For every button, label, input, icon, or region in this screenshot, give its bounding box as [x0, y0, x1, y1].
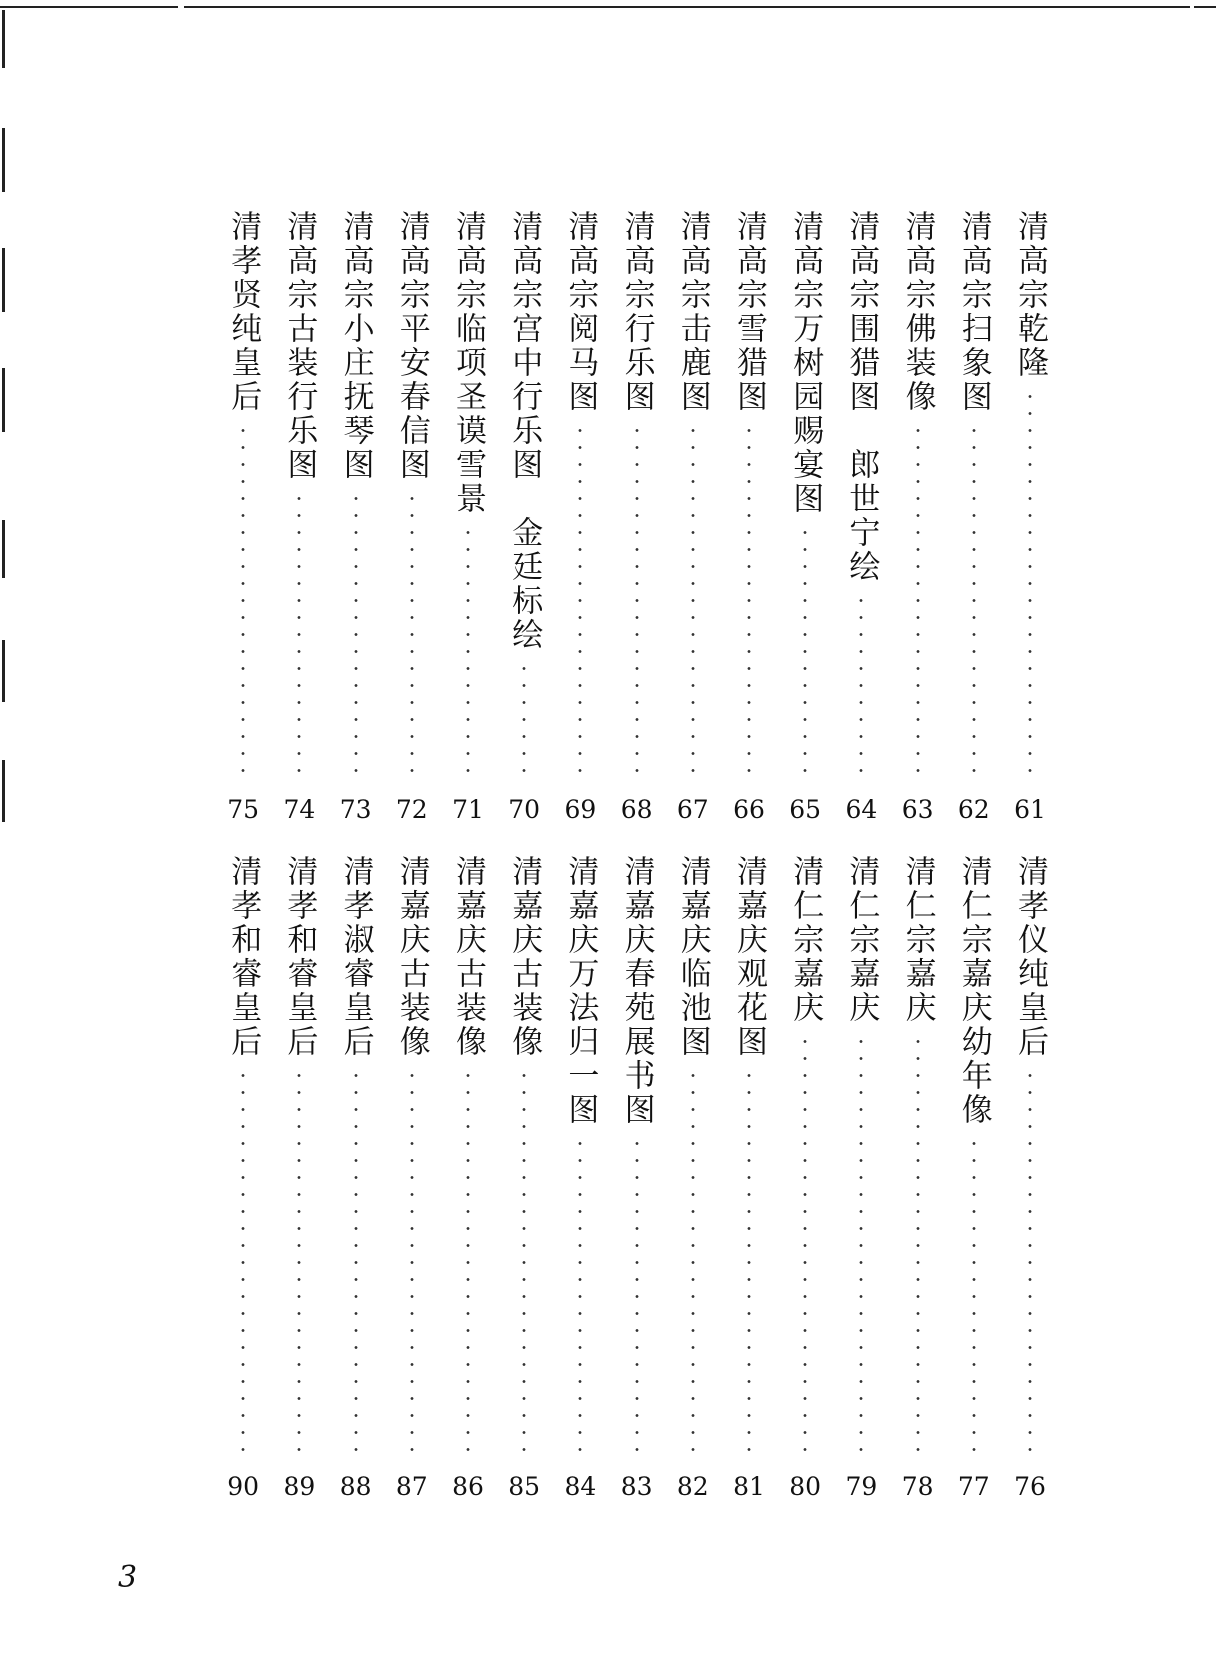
- toc-entry[interactable]: [954, 855, 994, 1502]
- toc-entry-page: 88: [339, 1472, 372, 1501]
- toc-dot-leader: [971, 422, 977, 785]
- toc-entry-title: 清高宗阅马图: [562, 210, 599, 414]
- toc-entry-title: 清嘉庆临池图: [674, 855, 711, 1059]
- toc-dot-leader: [296, 490, 302, 785]
- toc-entry-title: 清嘉庆古装像: [506, 855, 543, 1059]
- toc-entry-title: 清高宗万树园赐宴图: [787, 210, 824, 516]
- toc-dot-leader: [577, 1135, 583, 1462]
- toc-entry-page: 66: [733, 795, 765, 824]
- toc-entry-page: 78: [901, 1472, 934, 1501]
- toc-dot-leader: [465, 1067, 471, 1462]
- toc-entry-page: 62: [957, 795, 990, 824]
- toc-entry-title: 清高宗雪猎图: [731, 210, 767, 414]
- toc-entry-page: 76: [1014, 1472, 1046, 1501]
- toc-entry-page: 85: [508, 1472, 541, 1501]
- toc-entry-page: 68: [620, 795, 653, 824]
- toc-entry[interactable]: [729, 210, 769, 825]
- toc-entry-title: 清高宗临项圣谟雪景: [450, 210, 486, 516]
- toc-entry-page: 67: [676, 795, 709, 824]
- toc-entry-title: 清嘉庆万法归一图: [562, 855, 599, 1127]
- toc-entry[interactable]: [729, 855, 769, 1502]
- toc-entry-page: 86: [452, 1472, 484, 1501]
- binding-edge-mark: [2, 640, 5, 702]
- toc-dot-leader: [858, 592, 864, 785]
- toc-entry[interactable]: [617, 210, 657, 825]
- binding-edge-mark: [2, 368, 5, 432]
- toc-entry[interactable]: [223, 210, 263, 825]
- toc-dot-leader: [240, 422, 246, 785]
- toc-entry-title: 清高宗行乐图: [618, 210, 655, 414]
- toc-entry-page: 70: [508, 795, 541, 824]
- toc-entry[interactable]: [560, 855, 600, 1502]
- toc-entry[interactable]: [279, 210, 319, 825]
- binding-edge-mark: [2, 10, 5, 68]
- toc-entry-title: 清仁宗嘉庆: [787, 855, 824, 1025]
- toc-entry-page: 64: [845, 795, 878, 824]
- toc-entry-page: 89: [283, 1472, 316, 1501]
- toc-entry[interactable]: [392, 210, 432, 825]
- toc-entry-title: 清高宗围猎图 郎世宁绘: [843, 210, 880, 584]
- toc-entry[interactable]: [1010, 855, 1050, 1502]
- toc-entry-title: 清高宗扫象图: [955, 210, 992, 414]
- toc-entry[interactable]: [841, 855, 881, 1502]
- toc-entry-page: 84: [564, 1472, 597, 1501]
- toc-entry-title: 清高宗平安春信图: [393, 210, 430, 482]
- toc-dot-leader: [971, 1135, 977, 1462]
- toc-dot-leader: [690, 422, 696, 785]
- toc-entry-title: 清嘉庆春苑展书图: [618, 855, 655, 1127]
- toc-entry[interactable]: [223, 855, 263, 1502]
- toc-entry-page: 83: [620, 1472, 653, 1501]
- header-rule-gap: [178, 4, 184, 12]
- toc-entry-title: 清孝和睿皇后: [281, 855, 318, 1059]
- toc-entry[interactable]: [448, 210, 488, 825]
- toc-entry[interactable]: [336, 210, 376, 825]
- toc-dot-leader: [465, 524, 471, 785]
- toc-entry[interactable]: [617, 855, 657, 1502]
- toc-entry-title: 清仁宗嘉庆: [899, 855, 936, 1025]
- toc-entry[interactable]: [504, 855, 544, 1502]
- toc-entry-title: 清高宗宫中行乐图 金廷标绘: [506, 210, 543, 652]
- binding-edge-mark: [2, 248, 5, 312]
- toc-entry[interactable]: [504, 210, 544, 825]
- toc-entry-page: 65: [789, 795, 822, 824]
- toc-entry-title: 清嘉庆古装像: [393, 855, 430, 1059]
- toc-dot-leader: [521, 1067, 527, 1462]
- toc-dot-leader: [915, 422, 921, 785]
- toc-dot-leader: [1027, 388, 1033, 785]
- toc-entry-title: 清孝淑睿皇后: [337, 855, 374, 1059]
- toc-entry-page: 72: [395, 795, 428, 824]
- toc-dot-leader: [690, 1067, 696, 1462]
- header-rule-gap: [1190, 4, 1194, 12]
- toc-dot-leader: [802, 1033, 808, 1462]
- binding-edge-mark: [2, 128, 5, 192]
- toc-entry-title: 清高宗乾隆: [1012, 210, 1048, 380]
- toc-entry[interactable]: [392, 855, 432, 1502]
- toc-entry-page: 90: [227, 1472, 260, 1501]
- toc-entry-title: 清仁宗嘉庆幼年像: [955, 855, 992, 1127]
- toc-entry-title: 清高宗古装行乐图: [281, 210, 318, 482]
- toc-entry-page: 73: [339, 795, 372, 824]
- toc-dot-leader: [1027, 1067, 1033, 1462]
- toc-dot-leader: [577, 422, 583, 785]
- toc-entry-page: 79: [845, 1472, 878, 1501]
- toc-dot-leader: [409, 490, 415, 785]
- toc-entry-page: 80: [789, 1472, 822, 1501]
- toc-entry-page: 69: [564, 795, 597, 824]
- toc-entry-page: 81: [733, 1472, 765, 1501]
- toc-dot-leader: [240, 1067, 246, 1462]
- toc-entry-title: 清仁宗嘉庆: [843, 855, 880, 1025]
- toc-entry-page: 61: [1014, 795, 1046, 824]
- toc-entry[interactable]: [898, 855, 938, 1502]
- toc-dot-leader: [296, 1067, 302, 1462]
- toc-entry-title: 清高宗击鹿图: [674, 210, 711, 414]
- toc-dot-leader: [353, 1067, 359, 1462]
- toc-entry[interactable]: [898, 210, 938, 825]
- toc-entry[interactable]: [954, 210, 994, 825]
- toc-entry-page: 77: [957, 1472, 990, 1501]
- toc-entry[interactable]: [673, 855, 713, 1502]
- toc-entry[interactable]: [785, 855, 825, 1502]
- toc-entry[interactable]: [560, 210, 600, 825]
- page-number: 3: [118, 1560, 138, 1595]
- toc-entry-page: 75: [227, 795, 260, 824]
- binding-edge-mark: [2, 520, 5, 578]
- toc-entry-page: 82: [676, 1472, 709, 1501]
- toc-dot-leader: [802, 524, 808, 785]
- toc-entry-title: 清高宗小庄抚琴图: [337, 210, 374, 482]
- toc-entry-title: 清高宗佛装像: [899, 210, 936, 414]
- toc-dot-leader: [746, 422, 752, 785]
- toc-entry[interactable]: [279, 855, 319, 1502]
- toc-entry[interactable]: [448, 855, 488, 1502]
- toc-dot-leader: [634, 422, 640, 785]
- toc-entry-title: 清嘉庆古装像: [450, 855, 486, 1059]
- toc-dot-leader: [353, 490, 359, 785]
- toc-dot-leader: [915, 1033, 921, 1462]
- toc-entry-page: 71: [452, 795, 484, 824]
- toc-entry[interactable]: [673, 210, 713, 825]
- toc-entry-title: 清孝仪纯皇后: [1012, 855, 1048, 1059]
- toc-entry-title: 清孝和睿皇后: [225, 855, 262, 1059]
- toc-dot-leader: [409, 1067, 415, 1462]
- toc-dot-leader: [634, 1135, 640, 1462]
- toc-entry-page: 74: [283, 795, 316, 824]
- toc-dot-leader: [858, 1033, 864, 1462]
- toc-entry[interactable]: [841, 210, 881, 825]
- toc-entry-page: 63: [901, 795, 934, 824]
- binding-edge-mark: [2, 760, 5, 822]
- toc-dot-leader: [521, 660, 527, 785]
- toc-entry-title: 清嘉庆观花图: [731, 855, 767, 1059]
- toc-entry-title: 清孝贤纯皇后: [225, 210, 262, 414]
- toc-entry[interactable]: [336, 855, 376, 1502]
- toc-entry[interactable]: [785, 210, 825, 825]
- toc-entry-page: 87: [395, 1472, 428, 1501]
- toc-entry[interactable]: [1010, 210, 1050, 825]
- toc-dot-leader: [746, 1067, 752, 1462]
